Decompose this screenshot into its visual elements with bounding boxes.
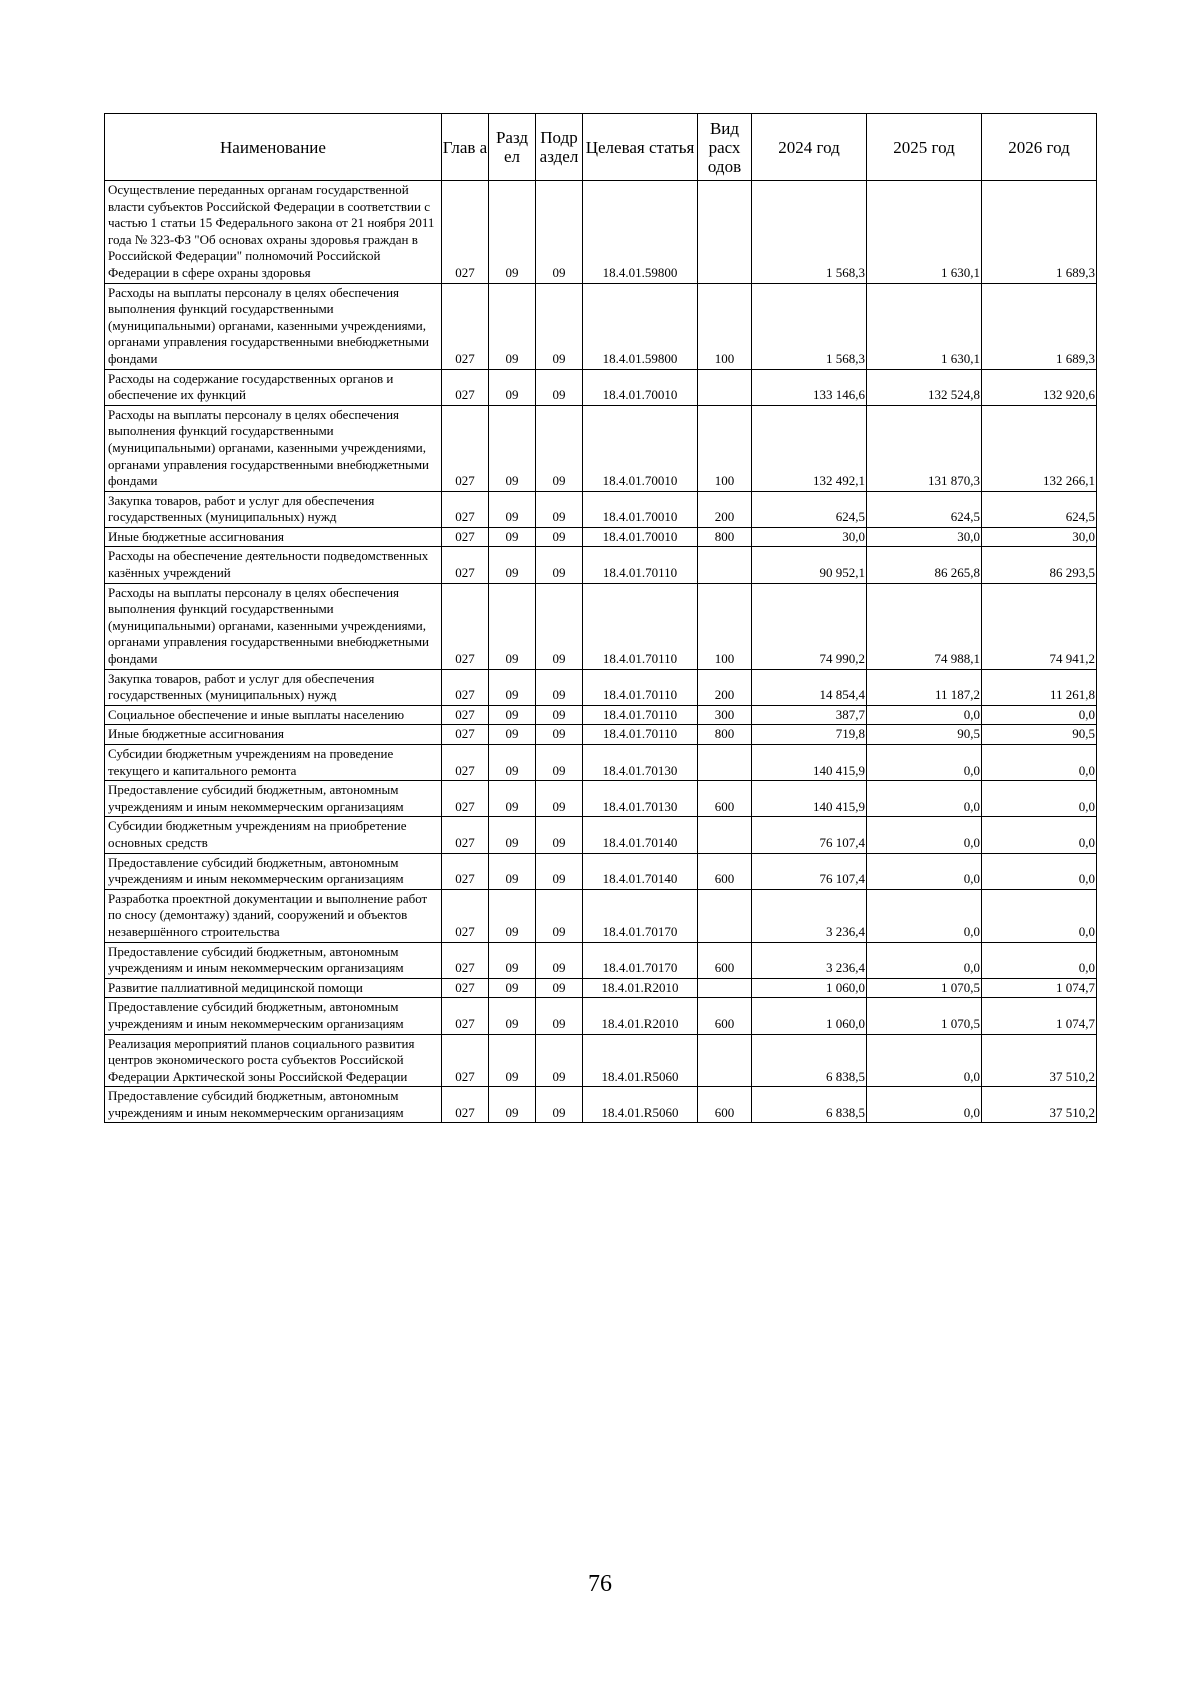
cell-target: 18.4.01.70170: [583, 889, 698, 942]
cell-subsection: 09: [536, 853, 583, 889]
cell-section: 09: [489, 705, 536, 725]
cell-expense-type: [698, 547, 752, 583]
cell-2025: 0,0: [867, 889, 982, 942]
cell-target: 18.4.01.59800: [583, 283, 698, 369]
cell-section: 09: [489, 669, 536, 705]
cell-2024: 3 236,4: [752, 942, 867, 978]
cell-2025: 90,5: [867, 725, 982, 745]
cell-name: Расходы на выплаты персоналу в целях обеспечения выполнения функций государственными (муниципальными) органами, казенными учреждениями, органами управления государственными внебюджетными фондами: [105, 405, 442, 491]
header-target: Целевая статья: [583, 114, 698, 181]
cell-section: 09: [489, 853, 536, 889]
cell-section: 09: [489, 998, 536, 1034]
table-row: [105, 745, 1097, 781]
cell-target: 18.4.01.70110: [583, 669, 698, 705]
cell-target: 18.4.01.70010: [583, 369, 698, 405]
cell-target: 18.4.01.59800: [583, 181, 698, 284]
table-row: [105, 181, 1097, 284]
table-row: [105, 669, 1097, 705]
cell-name: Иные бюджетные ассигнования: [105, 527, 442, 547]
cell-expense-type: [698, 817, 752, 853]
cell-target: 18.4.01.R5060: [583, 1087, 698, 1123]
cell-2024: 3 236,4: [752, 889, 867, 942]
header-2026: 2026 год: [982, 114, 1097, 181]
cell-2025: 0,0: [867, 1034, 982, 1087]
cell-section: 09: [489, 745, 536, 781]
cell-expense-type: [698, 889, 752, 942]
cell-section: 09: [489, 1034, 536, 1087]
cell-chapter: 027: [442, 889, 489, 942]
cell-section: 09: [489, 491, 536, 527]
cell-subsection: 09: [536, 998, 583, 1034]
cell-2025: 131 870,3: [867, 405, 982, 491]
cell-name: Расходы на выплаты персоналу в целях обеспечения выполнения функций государственными (муниципальными) органами, казенными учреждениями, органами управления государственными внебюджетными фондами: [105, 283, 442, 369]
table-row: [105, 817, 1097, 853]
cell-2025: 1 070,5: [867, 998, 982, 1034]
table-row: [105, 491, 1097, 527]
cell-section: 09: [489, 817, 536, 853]
cell-chapter: 027: [442, 817, 489, 853]
cell-2024: 719,8: [752, 725, 867, 745]
cell-2026: 86 293,5: [982, 547, 1097, 583]
cell-name: Субсидии бюджетным учреждениям на проведение текущего и капитального ремонта: [105, 745, 442, 781]
cell-expense-type: 800: [698, 725, 752, 745]
cell-2024: 140 415,9: [752, 781, 867, 817]
table-row: [105, 725, 1097, 745]
cell-name: Закупка товаров, работ и услуг для обеспечения государственных (муниципальных) нужд: [105, 491, 442, 527]
table-row: [105, 998, 1097, 1034]
cell-subsection: 09: [536, 405, 583, 491]
cell-target: 18.4.01.70140: [583, 817, 698, 853]
cell-chapter: 027: [442, 669, 489, 705]
cell-2024: 14 854,4: [752, 669, 867, 705]
cell-2026: 11 261,8: [982, 669, 1097, 705]
cell-2024: 90 952,1: [752, 547, 867, 583]
header-section: Разд ел: [489, 114, 536, 181]
cell-chapter: 027: [442, 547, 489, 583]
cell-name: Предоставление субсидий бюджетным, автономным учреждениям и иным некоммерческим организациям: [105, 942, 442, 978]
cell-2024: 74 990,2: [752, 583, 867, 669]
cell-target: 18.4.01.70140: [583, 853, 698, 889]
cell-subsection: 09: [536, 369, 583, 405]
cell-2026: 30,0: [982, 527, 1097, 547]
cell-2024: 1 060,0: [752, 978, 867, 998]
table-row: [105, 942, 1097, 978]
cell-2024: 140 415,9: [752, 745, 867, 781]
page-number: 76: [588, 1571, 612, 1597]
cell-chapter: 027: [442, 527, 489, 547]
cell-2025: 0,0: [867, 942, 982, 978]
cell-subsection: 09: [536, 725, 583, 745]
cell-target: 18.4.01.R2010: [583, 978, 698, 998]
cell-target: 18.4.01.70110: [583, 725, 698, 745]
cell-2024: 6 838,5: [752, 1087, 867, 1123]
cell-expense-type: 600: [698, 998, 752, 1034]
cell-chapter: 027: [442, 181, 489, 284]
header-row: [105, 114, 1097, 181]
cell-2026: 132 920,6: [982, 369, 1097, 405]
cell-target: 18.4.01.70130: [583, 745, 698, 781]
cell-name: Иные бюджетные ассигнования: [105, 725, 442, 745]
cell-expense-type: 600: [698, 853, 752, 889]
cell-2025: 1 630,1: [867, 181, 982, 284]
table-row: [105, 527, 1097, 547]
cell-expense-type: [698, 1034, 752, 1087]
cell-name: Предоставление субсидий бюджетным, автономным учреждениям и иным некоммерческим организациям: [105, 1087, 442, 1123]
cell-2024: 6 838,5: [752, 1034, 867, 1087]
cell-expense-type: 100: [698, 583, 752, 669]
cell-expense-type: 100: [698, 283, 752, 369]
cell-2024: 624,5: [752, 491, 867, 527]
table-row: [105, 1087, 1097, 1123]
cell-2024: 76 107,4: [752, 817, 867, 853]
cell-2024: 76 107,4: [752, 853, 867, 889]
cell-subsection: 09: [536, 705, 583, 725]
cell-2025: 132 524,8: [867, 369, 982, 405]
cell-2026: 132 266,1: [982, 405, 1097, 491]
cell-target: 18.4.01.70170: [583, 942, 698, 978]
cell-name: Развитие паллиативной медицинской помощи: [105, 978, 442, 998]
header-expense-type: Вид расх одов: [698, 114, 752, 181]
cell-name: Расходы на содержание государственных органов и обеспечение их функций: [105, 369, 442, 405]
cell-subsection: 09: [536, 491, 583, 527]
cell-chapter: 027: [442, 1087, 489, 1123]
cell-expense-type: 200: [698, 491, 752, 527]
cell-2025: 0,0: [867, 1087, 982, 1123]
table-row: [105, 1034, 1097, 1087]
cell-chapter: 027: [442, 853, 489, 889]
cell-section: 09: [489, 405, 536, 491]
cell-target: 18.4.01.70110: [583, 705, 698, 725]
cell-2024: 1 568,3: [752, 181, 867, 284]
cell-expense-type: 300: [698, 705, 752, 725]
cell-2025: 11 187,2: [867, 669, 982, 705]
cell-chapter: 027: [442, 583, 489, 669]
cell-2026: 0,0: [982, 705, 1097, 725]
cell-chapter: 027: [442, 1034, 489, 1087]
cell-2025: 1 070,5: [867, 978, 982, 998]
cell-subsection: 09: [536, 978, 583, 998]
header-chapter: Глав а: [442, 114, 489, 181]
table-row: [105, 405, 1097, 491]
cell-target: 18.4.01.70010: [583, 405, 698, 491]
cell-section: 09: [489, 1087, 536, 1123]
table-row: [105, 547, 1097, 583]
cell-2026: 0,0: [982, 853, 1097, 889]
cell-name: Социальное обеспечение и иные выплаты населению: [105, 705, 442, 725]
cell-2026: 1 689,3: [982, 181, 1097, 284]
cell-chapter: 027: [442, 745, 489, 781]
cell-name: Расходы на выплаты персоналу в целях обеспечения выполнения функций государственными (муниципальными) органами, казенными учреждениями, органами управления государственными внебюджетными фондами: [105, 583, 442, 669]
header-2025: 2025 год: [867, 114, 982, 181]
cell-section: 09: [489, 181, 536, 284]
cell-2025: 0,0: [867, 853, 982, 889]
cell-section: 09: [489, 889, 536, 942]
cell-name: Разработка проектной документации и выполнение работ по сносу (демонтажу) зданий, сооружений и объектов незавершённого строительства: [105, 889, 442, 942]
cell-2026: 74 941,2: [982, 583, 1097, 669]
cell-section: 09: [489, 725, 536, 745]
cell-chapter: 027: [442, 283, 489, 369]
cell-2026: 1 689,3: [982, 283, 1097, 369]
cell-2026: 1 074,7: [982, 998, 1097, 1034]
cell-2025: 624,5: [867, 491, 982, 527]
cell-expense-type: 600: [698, 1087, 752, 1123]
table-row: [105, 369, 1097, 405]
cell-expense-type: [698, 978, 752, 998]
table-row: [105, 781, 1097, 817]
cell-target: 18.4.01.70110: [583, 547, 698, 583]
cell-2026: 37 510,2: [982, 1034, 1097, 1087]
cell-target: 18.4.01.R2010: [583, 998, 698, 1034]
header-name: Наименование: [105, 114, 442, 181]
table-row: [105, 583, 1097, 669]
cell-section: 09: [489, 369, 536, 405]
cell-name: Расходы на обеспечение деятельности подведомственных казённых учреждений: [105, 547, 442, 583]
cell-expense-type: [698, 181, 752, 284]
cell-name: Реализация мероприятий планов социального развития центров экономического роста субъектов Российской Федерации Арктической зоны Российской Федерации: [105, 1034, 442, 1087]
cell-2024: 387,7: [752, 705, 867, 725]
table-row: [105, 978, 1097, 998]
cell-2026: 0,0: [982, 942, 1097, 978]
cell-2024: 132 492,1: [752, 405, 867, 491]
cell-subsection: 09: [536, 283, 583, 369]
cell-chapter: 027: [442, 491, 489, 527]
cell-2024: 1 568,3: [752, 283, 867, 369]
cell-2026: 0,0: [982, 781, 1097, 817]
cell-target: 18.4.01.70010: [583, 491, 698, 527]
table-row: [105, 283, 1097, 369]
cell-2026: 0,0: [982, 817, 1097, 853]
cell-2025: 0,0: [867, 705, 982, 725]
cell-expense-type: 600: [698, 781, 752, 817]
cell-name: Предоставление субсидий бюджетным, автономным учреждениям и иным некоммерческим организациям: [105, 853, 442, 889]
cell-section: 09: [489, 781, 536, 817]
cell-2026: 0,0: [982, 889, 1097, 942]
table-row: [105, 853, 1097, 889]
cell-expense-type: 600: [698, 942, 752, 978]
header-2024: 2024 год: [752, 114, 867, 181]
cell-section: 09: [489, 547, 536, 583]
cell-subsection: 09: [536, 583, 583, 669]
cell-subsection: 09: [536, 527, 583, 547]
cell-2025: 0,0: [867, 817, 982, 853]
cell-name: Предоставление субсидий бюджетным, автономным учреждениям и иным некоммерческим организациям: [105, 781, 442, 817]
cell-subsection: 09: [536, 669, 583, 705]
cell-chapter: 027: [442, 978, 489, 998]
cell-2024: 133 146,6: [752, 369, 867, 405]
cell-subsection: 09: [536, 942, 583, 978]
cell-name: Предоставление субсидий бюджетным, автономным учреждениям и иным некоммерческим организациям: [105, 998, 442, 1034]
cell-target: 18.4.01.R5060: [583, 1034, 698, 1087]
cell-section: 09: [489, 978, 536, 998]
cell-chapter: 027: [442, 405, 489, 491]
cell-expense-type: 100: [698, 405, 752, 491]
cell-2025: 74 988,1: [867, 583, 982, 669]
cell-2024: 1 060,0: [752, 998, 867, 1034]
cell-2025: 0,0: [867, 781, 982, 817]
cell-2025: 30,0: [867, 527, 982, 547]
cell-chapter: 027: [442, 705, 489, 725]
cell-2025: 86 265,8: [867, 547, 982, 583]
cell-subsection: 09: [536, 181, 583, 284]
cell-2026: 37 510,2: [982, 1087, 1097, 1123]
cell-chapter: 027: [442, 369, 489, 405]
cell-section: 09: [489, 527, 536, 547]
cell-subsection: 09: [536, 1087, 583, 1123]
budget-table: [104, 113, 1097, 1123]
cell-target: 18.4.01.70110: [583, 583, 698, 669]
cell-chapter: 027: [442, 998, 489, 1034]
cell-2026: 624,5: [982, 491, 1097, 527]
cell-chapter: 027: [442, 725, 489, 745]
cell-2026: 90,5: [982, 725, 1097, 745]
header-subsection: Подр аздел: [536, 114, 583, 181]
cell-subsection: 09: [536, 781, 583, 817]
table-row: [105, 889, 1097, 942]
cell-2024: 30,0: [752, 527, 867, 547]
cell-expense-type: 800: [698, 527, 752, 547]
cell-name: Осуществление переданных органам государственной власти субъектов Российской Федерации в соответствии с частью 1 статьи 15 Федерального закона от 21 ноября 2011 года № 323-ФЗ "Об основах охраны здоровья граждан в Российской Федерации" полномочий Российской Федерации в сфере охраны здоровья: [105, 181, 442, 284]
cell-name: Субсидии бюджетным учреждениям на приобретение основных средств: [105, 817, 442, 853]
table-row: [105, 705, 1097, 725]
cell-target: 18.4.01.70130: [583, 781, 698, 817]
cell-section: 09: [489, 942, 536, 978]
cell-2025: 0,0: [867, 745, 982, 781]
cell-target: 18.4.01.70010: [583, 527, 698, 547]
cell-2026: 0,0: [982, 745, 1097, 781]
cell-expense-type: 200: [698, 669, 752, 705]
cell-chapter: 027: [442, 781, 489, 817]
cell-section: 09: [489, 283, 536, 369]
cell-2026: 1 074,7: [982, 978, 1097, 998]
cell-2025: 1 630,1: [867, 283, 982, 369]
cell-subsection: 09: [536, 889, 583, 942]
cell-subsection: 09: [536, 817, 583, 853]
cell-expense-type: [698, 745, 752, 781]
cell-subsection: 09: [536, 547, 583, 583]
cell-expense-type: [698, 369, 752, 405]
cell-name: Закупка товаров, работ и услуг для обеспечения государственных (муниципальных) нужд: [105, 669, 442, 705]
cell-section: 09: [489, 583, 536, 669]
cell-subsection: 09: [536, 745, 583, 781]
cell-chapter: 027: [442, 942, 489, 978]
cell-subsection: 09: [536, 1034, 583, 1087]
